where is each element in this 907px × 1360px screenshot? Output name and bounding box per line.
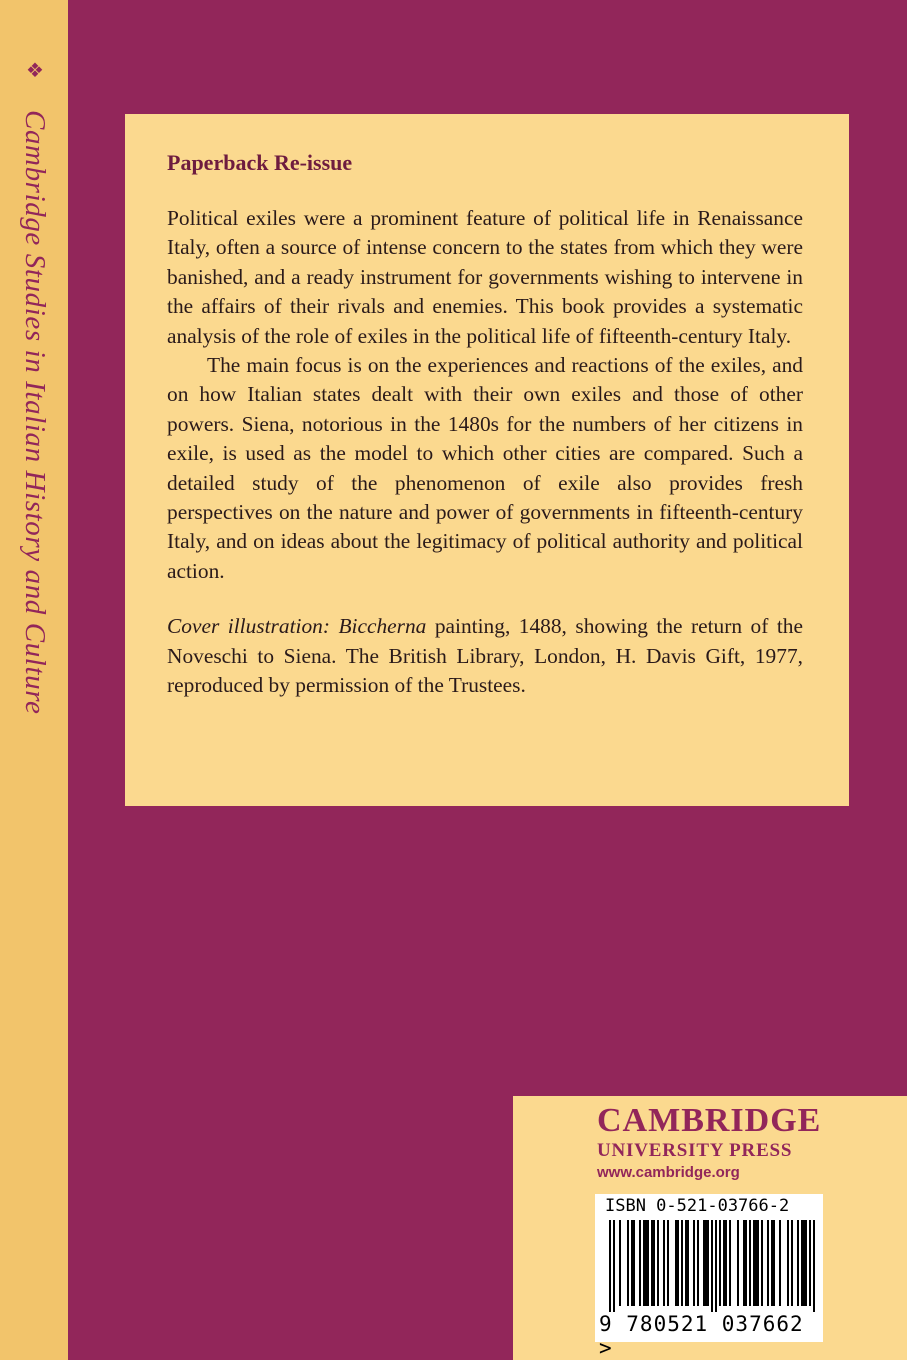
barcode-bar bbox=[771, 1220, 775, 1306]
barcode-bar bbox=[693, 1220, 695, 1306]
barcode-bar bbox=[631, 1220, 635, 1306]
barcode-bar bbox=[787, 1220, 789, 1306]
blurb-paragraph-2: The main focus is on the experiences and reactions of the exiles, and on how Italian states dealt with their own exiles and those of other powers. Siena, notorious in the 1480s for the numbers of her citizens in exile, is used as the model to which other cities are compared. Such a detailed study of the phenomenon of exile also provides fresh perspectives on the nature and power of governments in fifteenth-century Italy, and on ideas about the legitimacy of political authority and political action. bbox=[167, 353, 803, 583]
publisher-name: CAMBRIDGE bbox=[597, 1102, 822, 1139]
barcode-bar bbox=[703, 1220, 709, 1306]
barcode-bar bbox=[715, 1220, 717, 1312]
series-title: Cambridge Studies in Italian History and Culture bbox=[19, 110, 51, 715]
blurb-panel bbox=[125, 114, 849, 806]
barcode-bar bbox=[723, 1220, 727, 1306]
blurb-paragraph-1: Political exiles were a prominent feature of political life in Renaissance Italy, often a source of intense concern to the states from which they were banished, and a ready instrument for governments wishing to intervene in the affairs of their rivals and enemies. This book provides a systematic analysis of the role of exiles in the political life of fifteenth-century Italy. bbox=[167, 206, 803, 348]
barcode-bar bbox=[609, 1220, 611, 1312]
barcode-bar bbox=[663, 1220, 665, 1306]
publisher-subname: UNIVERSITY PRESS bbox=[597, 1140, 793, 1161]
barcode-bar bbox=[681, 1220, 683, 1306]
barcode-bar bbox=[619, 1220, 621, 1306]
barcode-bar bbox=[767, 1220, 769, 1306]
barcode-bar bbox=[761, 1220, 763, 1306]
barcode-bar bbox=[675, 1220, 679, 1306]
barcode-bar bbox=[667, 1220, 669, 1306]
barcode-bar bbox=[801, 1220, 807, 1306]
barcode-image bbox=[601, 1220, 817, 1312]
barcode-bar bbox=[711, 1220, 713, 1312]
publisher-panel bbox=[513, 1096, 907, 1360]
publisher-url: www.cambridge.org bbox=[597, 1164, 740, 1181]
barcode-bar bbox=[753, 1220, 759, 1306]
barcode-digits: 9 780521 037662 > bbox=[599, 1312, 804, 1360]
cover-illustration-caption bbox=[167, 612, 803, 700]
spine-strip bbox=[0, 0, 68, 1360]
barcode-bar bbox=[737, 1220, 739, 1306]
barcode-bar bbox=[813, 1220, 815, 1312]
barcode-bar bbox=[809, 1220, 811, 1306]
barcode-bar bbox=[613, 1220, 615, 1312]
barcode-bar bbox=[697, 1220, 699, 1306]
barcode-bar bbox=[719, 1220, 721, 1306]
barcode-bar bbox=[797, 1220, 799, 1306]
diamond-ornament-icon: ❖ bbox=[26, 60, 44, 82]
barcode-bar bbox=[643, 1220, 649, 1306]
barcode-bar bbox=[627, 1220, 629, 1306]
barcode-bar bbox=[657, 1220, 659, 1306]
caption-text: painting, 1488, showing the return of the Noveschi to Siena. The British Library, London, H. Davis Gift, 1977, reproduced by permission of the Trustees. bbox=[167, 614, 803, 698]
barcode-bar bbox=[791, 1220, 793, 1306]
blurb-heading: Paperback Re-issue bbox=[167, 150, 353, 175]
barcode-bar bbox=[651, 1220, 655, 1306]
barcode-bar bbox=[685, 1220, 689, 1306]
barcode-bar bbox=[749, 1220, 751, 1306]
isbn-label: ISBN 0-521-03766-2 bbox=[605, 1196, 790, 1216]
caption-italic-text: Cover illustration: Biccherna bbox=[167, 614, 427, 639]
barcode-bar bbox=[729, 1220, 731, 1306]
barcode-bar bbox=[743, 1220, 747, 1306]
barcode-bar bbox=[779, 1220, 781, 1306]
barcode-bar bbox=[639, 1220, 641, 1306]
barcode-box bbox=[595, 1194, 823, 1360]
